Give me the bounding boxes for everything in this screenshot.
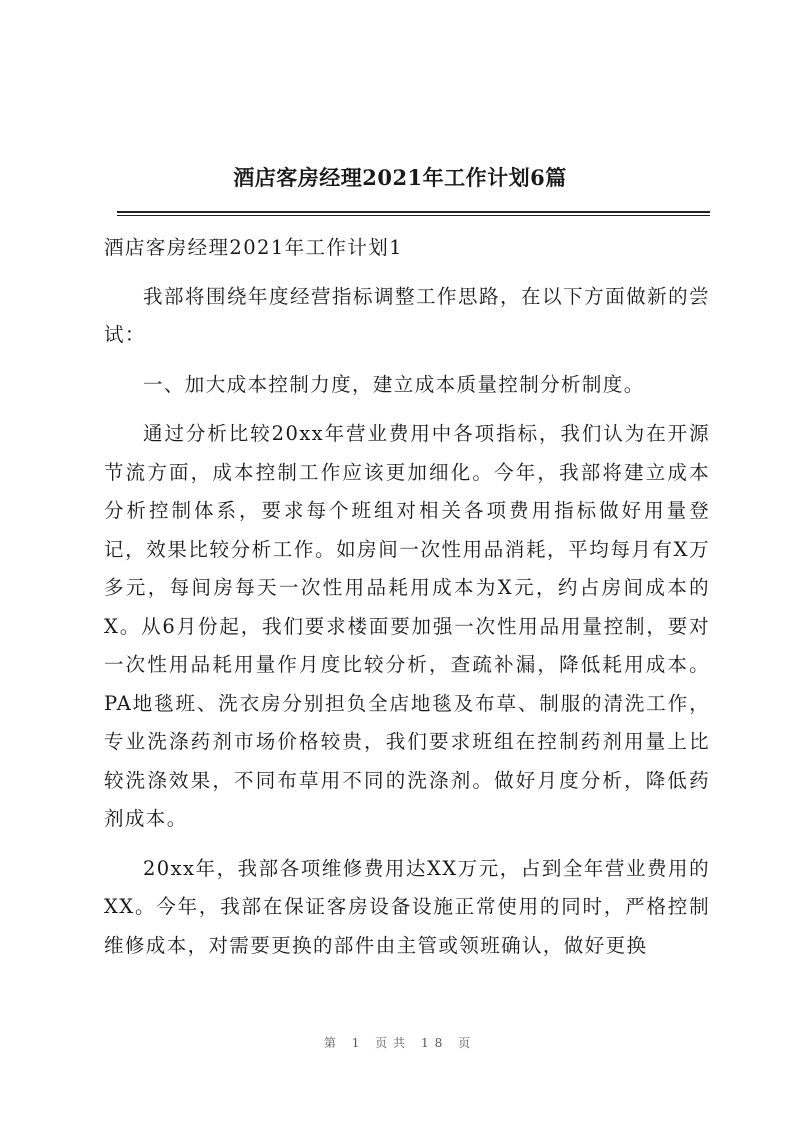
paragraph-point-one: 一、加大成本控制力度，建立成本质量控制分析制度。 [143, 372, 645, 396]
document-body [104, 229, 710, 965]
document-title: 酒店客房经理2021年工作计划6篇 [233, 165, 567, 190]
section-heading: 酒店客房经理2021年工作计划1 [104, 236, 403, 259]
paragraph-maintenance: 20xx年，我部各项维修费用达XX万元，占到全年营业费用的XX。今年，我部在保证客房设备设施正常使用的同时，严格控制维修成本，对需要更换的部件由主管或领班确认，做好更换 [104, 856, 710, 957]
paragraph-intro: 我部将围绕年度经营指标调整工作思路，在以下方面做新的尝试： [104, 284, 710, 346]
paragraph-cost-analysis: 通过分析比较20xx年营业费用中各项指标，我们认为在开源节流方面，成本控制工作应该更加细化。今年，我部将建立成本分析控制体系，要求每个班组对相关各项费用指标做好用量登记，效果比较分析工作。如房间一次性用品消耗，平均每月有X万多元，每间房每天一次性用品耗用成本为X元，约占房间成本的X。从6月份起，我们要求楼面要加强一次性用品用量控制，要对一次性用品耗用量作月度比较分析，查疏补漏，降低耗用成本。PA地毯班、洗衣房分别担负全店地毯及布草、制服的清洗工作，专业洗涤药剂市场价格较贵，我们要求班组在控制药剂用量上比较洗涤效果，不同布草用不同的洗涤剂。做好月度分析，降低药剂成本。 [104, 422, 710, 830]
page-number: 第 1 页共 18 页 [323, 1036, 477, 1050]
title-divider [117, 211, 710, 213]
